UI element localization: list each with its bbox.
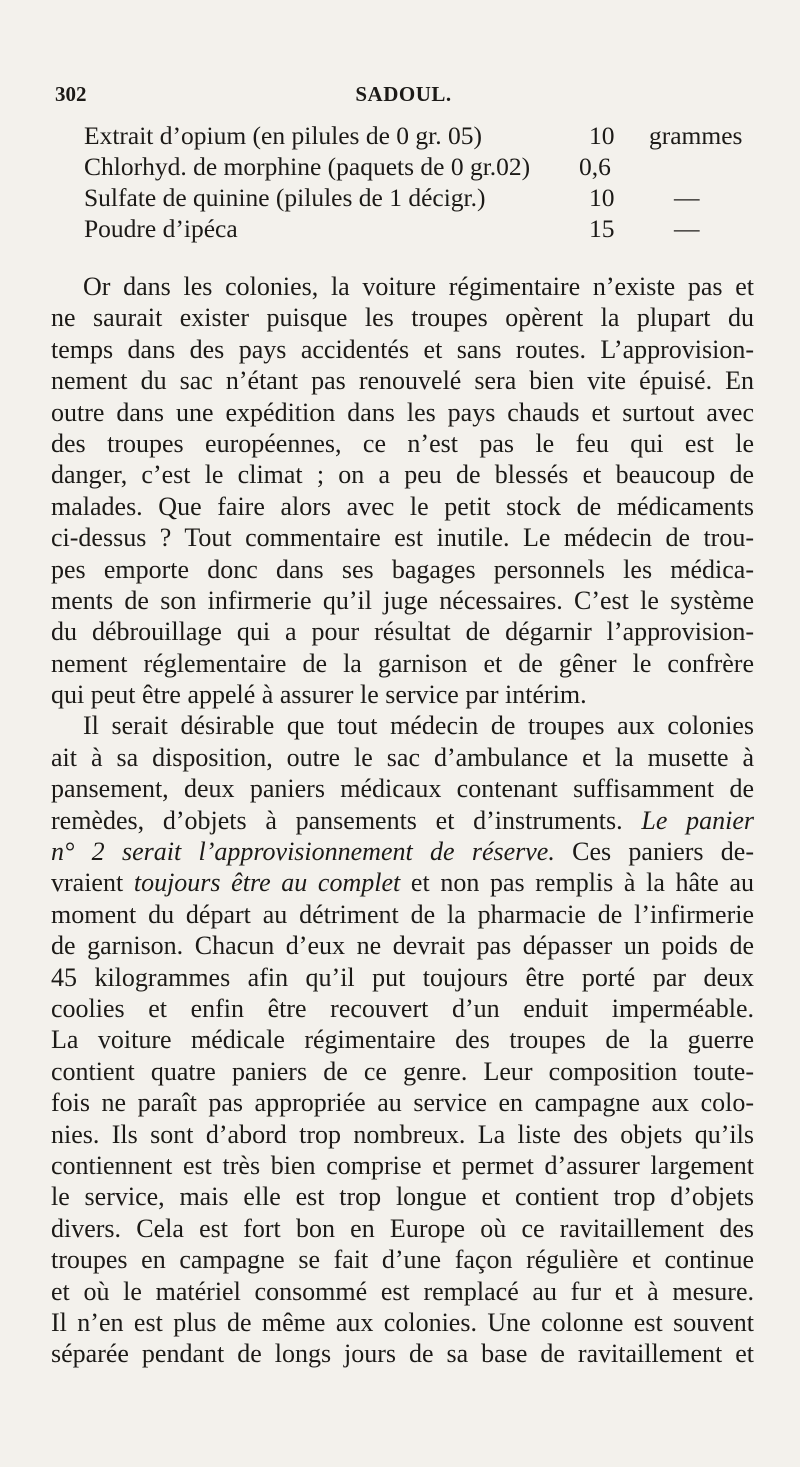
text-line: [51, 805, 754, 836]
text-segment: vraient: [51, 868, 124, 898]
text-line: du débrouillage qui a pour résultat de dégarnir l’approvision-: [51, 617, 754, 647]
medication-quantity: 0,6: [579, 152, 611, 181]
medication-row: [84, 120, 744, 151]
page-header: [55, 82, 752, 116]
text-line: ait à sa disposition, outre le sac d’ambulance et la musette à: [51, 742, 754, 772]
text-line: des troupes européennes, ce n’est pas le feu qui est le: [51, 428, 754, 458]
text-line: Il n’en est plus de même aux colonies. Une colonne est souvent: [51, 1307, 754, 1337]
italic-text: n° 2 serait l’approvisionnement de réserve.: [51, 837, 555, 867]
medication-quantity: 15: [589, 214, 615, 243]
text-line: ci-dessus ? Tout commentaire est inutile. Le médecin de trou-: [51, 523, 754, 553]
text-line: [51, 867, 754, 898]
text-line: temps dans des pays accidentés et sans routes. L’approvision-: [51, 334, 754, 364]
text-line: nement réglementaire de la garnison et de gêner le confrère: [51, 648, 754, 678]
text-line: La voiture médicale régimentaire des troupes de la guerre: [51, 1025, 754, 1055]
text-line: Il serait désirable que tout médecin de troupes aux colonies: [83, 711, 754, 741]
medication-quantity: 10: [589, 121, 615, 150]
italic-text: Le panier: [641, 805, 754, 835]
text-line: outre dans une expédition dans les pays chauds et surtout avec: [51, 397, 754, 427]
text-line: danger, c’est le climat ; on a peu de blessés et beaucoup de: [51, 460, 754, 490]
text-line: contiennent est très bien comprise et permet d’assurer largement: [51, 1150, 754, 1180]
text-line: [51, 836, 754, 867]
medication-row: [84, 182, 744, 213]
text-line: le service, mais elle est trop longue et contient trop d’objets: [51, 1182, 754, 1212]
text-line: fois ne paraît pas appropriée au service en campagne aux colo-: [51, 1088, 754, 1118]
text-line: coolies et enfin être recouvert d’un enduit imperméable.: [51, 993, 754, 1023]
medication-quantity: 10: [589, 183, 615, 212]
medication-row: [84, 151, 744, 182]
page-number: 302: [55, 82, 87, 106]
text-line: Or dans les colonies, la voiture régimentaire n’existe pas et: [83, 272, 754, 301]
text-line: contient quatre paniers de ce genre. Leur composition toute-: [51, 1056, 754, 1086]
medication-row: [84, 213, 744, 244]
text-segment: Ces paniers de-: [572, 837, 754, 867]
medication-unit: grammes: [649, 121, 743, 150]
running-head: SADOUL.: [355, 82, 452, 106]
text-line: séparée pendant de longs jours de sa base de ravitaillement et: [51, 1339, 754, 1369]
text-line: nies. Ils sont d’abord trop nombreux. La liste des objets qu’ils: [51, 1119, 754, 1149]
text-line: ments de son infirmerie qu’il juge nécessaires. C’est le système: [51, 585, 754, 615]
text-segment: remèdes, d’objets à pansements et d’instruments.: [51, 805, 623, 835]
text-line: pansement, deux paniers médicaux contenant suffisamment de: [51, 774, 754, 804]
italic-text: toujours être au complet: [133, 868, 401, 898]
medication-name: Extrait d’opium (en pilules de 0 gr. 05): [84, 121, 483, 150]
medication-unit: —: [674, 214, 700, 243]
medication-list: [84, 120, 744, 244]
text-line: malades. Que faire alors avec le petit stock de médicaments: [51, 491, 754, 521]
text-line: moment du départ au détriment de la pharmacie de l’infirmerie: [51, 899, 754, 929]
text-line: pes emporte donc dans ses bagages personnels les médica-: [51, 554, 754, 584]
medication-unit: —: [674, 183, 700, 212]
text-line: nement du sac n’étant pas renouvelé sera bien vite épuisé. En: [51, 366, 754, 396]
text-line: divers. Cela est fort bon en Europe où ce ravitaillement des: [51, 1213, 754, 1243]
text-segment: et non pas remplis à la hâte au: [410, 868, 755, 898]
medication-name: Sulfate de quinine (pilules de 1 décigr.): [84, 183, 486, 212]
medication-name: Poudre d’ipéca: [84, 214, 238, 243]
medication-name: Chlorhyd. de morphine (paquets de 0 gr.02): [84, 152, 531, 181]
text-line: et où le matériel consommé est remplacé au fur et à mesure.: [51, 1276, 754, 1306]
text-line: troupes en campagne se fait d’une façon régulière et continue: [51, 1245, 754, 1275]
body-text: [51, 271, 754, 1370]
text-line: 45 kilogrammes afin qu’il put toujours être porté par deux: [51, 962, 754, 992]
text-line: de garnison. Chacun d’eux ne devrait pas dépasser un poids de: [51, 931, 754, 961]
text-line: qui peut être appelé à assurer le service par intérim.: [51, 680, 587, 710]
text-line: ne saurait exister puisque les troupes opèrent la plupart du: [51, 303, 754, 333]
